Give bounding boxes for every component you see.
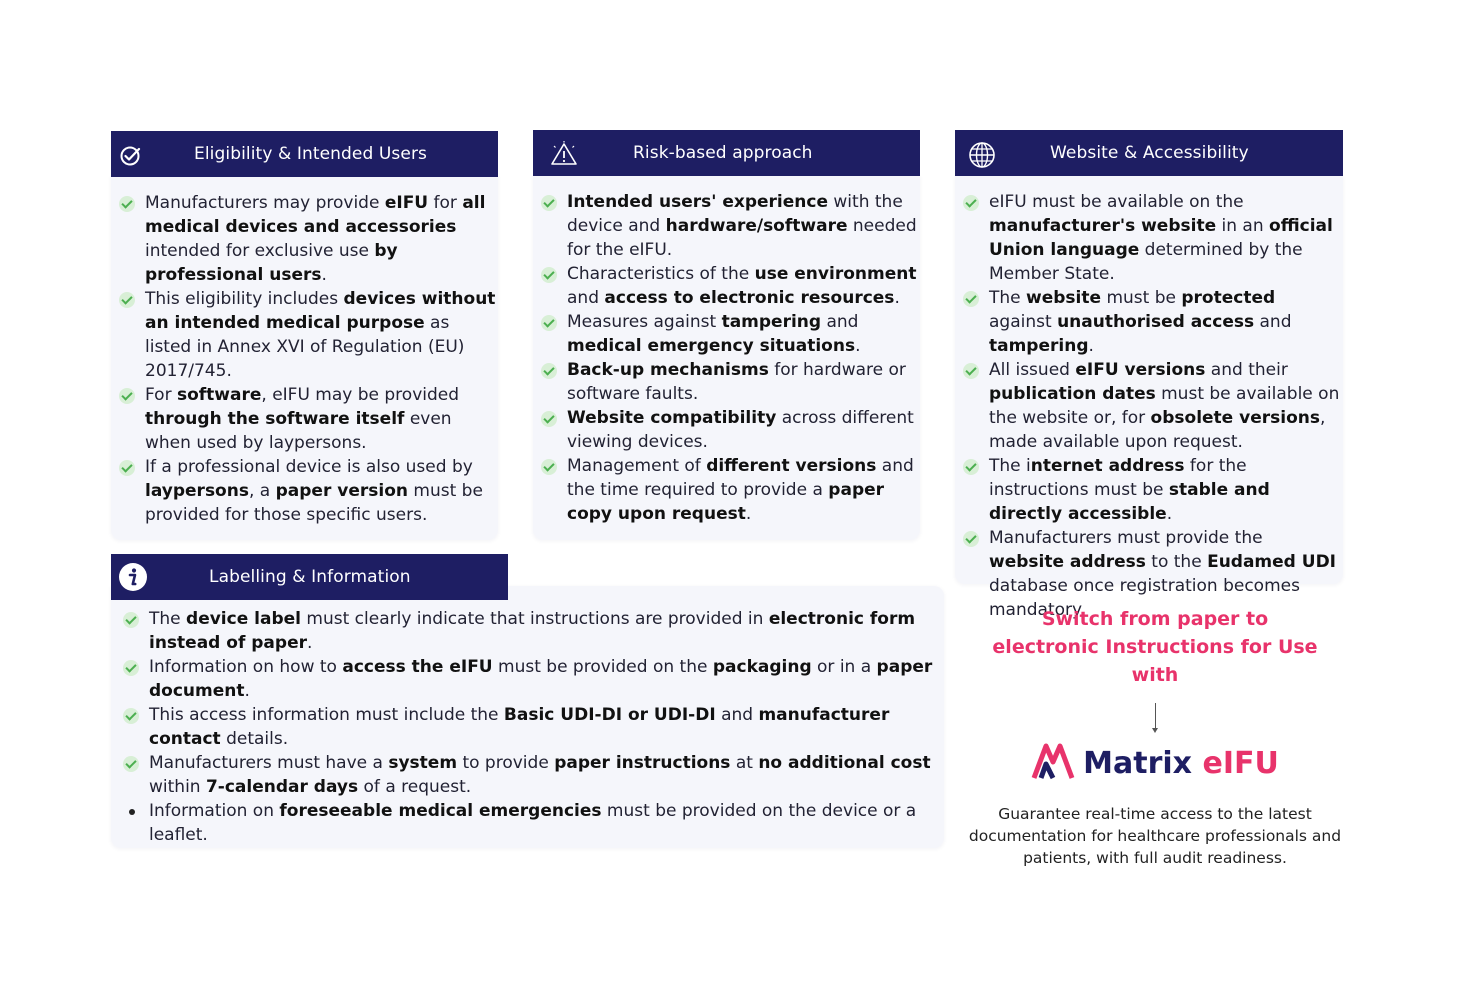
list-item: Information on foreseeable medical emergencies must be provided on the device or a leaflet. bbox=[123, 799, 933, 847]
check-circle-icon bbox=[963, 531, 979, 547]
check-circle-icon bbox=[123, 612, 139, 628]
list-item: Management of different versions and the time required to provide a paper copy upon request. bbox=[541, 454, 919, 526]
eligibility-card bbox=[111, 176, 498, 540]
eligibility-title: Eligibility & Intended Users bbox=[194, 144, 427, 164]
check-circle-icon bbox=[541, 195, 557, 211]
arrow-down-icon bbox=[1155, 703, 1156, 731]
check-circle-icon bbox=[963, 459, 979, 475]
promo-headline: Switch from paper to electronic Instructions for Use with bbox=[992, 608, 1318, 686]
check-circle-icon bbox=[119, 196, 135, 212]
list-item: Manufacturers must provide the website address to the Eudamed UDI database once registration becomes mandatory bbox=[963, 526, 1341, 622]
check-circle-icon bbox=[123, 708, 139, 724]
list-item: This eligibility includes devices without an intended medical purpose as listed in Annex XVI of Regulation (EU) 2017/745. bbox=[119, 287, 497, 383]
check-circle-icon bbox=[123, 660, 139, 676]
website-title: Website & Accessibility bbox=[1050, 143, 1249, 163]
list-item: Website compatibility across different viewing devices. bbox=[541, 406, 919, 454]
list-item: Characteristics of the use environment and access to electronic resources. bbox=[541, 262, 919, 310]
website-header bbox=[955, 130, 1343, 176]
list-item: If a professional device is also used by laypersons, a paper version must be provided for those specific users. bbox=[119, 455, 497, 527]
check-circle-icon bbox=[963, 291, 979, 307]
list-item: Intended users' experience with the device and hardware/software needed for the eIFU. bbox=[541, 190, 919, 262]
list-item: This access information must include the Basic UDI-DI or UDI-DI and manufacturer contact details. bbox=[123, 703, 933, 751]
promo-description: Guarantee real-time access to the latest documentation for healthcare professionals and patients, with full audit readiness. bbox=[968, 805, 1342, 867]
check-circle-icon bbox=[963, 363, 979, 379]
list-item: eIFU must be available on the manufacturer's website in an official Union language determined by the Member State. bbox=[963, 190, 1341, 286]
list-item: All issued eIFU versions and their publication dates must be available on the website or, for obsolete versions, made available upon request. bbox=[963, 358, 1341, 454]
list-item: The website must be protected against unauthorised access and tampering. bbox=[963, 286, 1341, 358]
check-circle-icon bbox=[541, 267, 557, 283]
check-circle-icon bbox=[119, 388, 135, 404]
risk-header bbox=[533, 130, 920, 176]
risk-list bbox=[541, 190, 919, 526]
matrix-logo-icon bbox=[1031, 742, 1075, 784]
labelling-header bbox=[111, 554, 508, 600]
brand-eifu: eIFU bbox=[1202, 745, 1279, 781]
list-item: Measures against tampering and medical emergency situations. bbox=[541, 310, 919, 358]
check-circle-icon bbox=[541, 411, 557, 427]
check-circle-icon bbox=[541, 315, 557, 331]
labelling-title: Labelling & Information bbox=[209, 567, 411, 587]
list-item: Back-up mechanisms for hardware or software faults. bbox=[541, 358, 919, 406]
promo-panel bbox=[955, 605, 1355, 869]
list-item: Information on how to access the eIFU must be provided on the packaging or in a paper document. bbox=[123, 655, 933, 703]
list-item: Manufacturers must have a system to provide paper instructions at no additional cost within 7-calendar days of a request. bbox=[123, 751, 933, 799]
bullet-dot-icon bbox=[129, 809, 135, 815]
website-card bbox=[955, 176, 1343, 620]
list-item: The internet address for the instructions must be stable and directly accessible. bbox=[963, 454, 1341, 526]
check-circle-icon bbox=[119, 292, 135, 308]
check-circle-icon bbox=[119, 460, 135, 476]
list-item: The device label must clearly indicate that instructions are provided in electronic form instead of paper. bbox=[123, 607, 933, 655]
labelling-list bbox=[123, 607, 933, 847]
check-circle-icon bbox=[123, 756, 139, 772]
list-item: For software, eIFU may be provided through the software itself even when used by laypersons. bbox=[119, 383, 497, 455]
website-list bbox=[963, 190, 1341, 622]
check-circle-icon bbox=[541, 363, 557, 379]
eligibility-header bbox=[111, 131, 498, 177]
labelling-card bbox=[111, 586, 944, 848]
brand-matrix: Matrix bbox=[1083, 745, 1193, 781]
check-circle-icon bbox=[963, 195, 979, 211]
brand-name bbox=[1083, 746, 1279, 781]
matrix-eifu-logo[interactable] bbox=[955, 741, 1355, 785]
list-item: Manufacturers may provide eIFU for all medical devices and accessories intended for exclusive use by professional users. bbox=[119, 191, 497, 287]
risk-title: Risk-based approach bbox=[633, 143, 813, 163]
check-circle-icon bbox=[541, 459, 557, 475]
eligibility-list bbox=[119, 191, 497, 527]
risk-card bbox=[533, 176, 920, 540]
